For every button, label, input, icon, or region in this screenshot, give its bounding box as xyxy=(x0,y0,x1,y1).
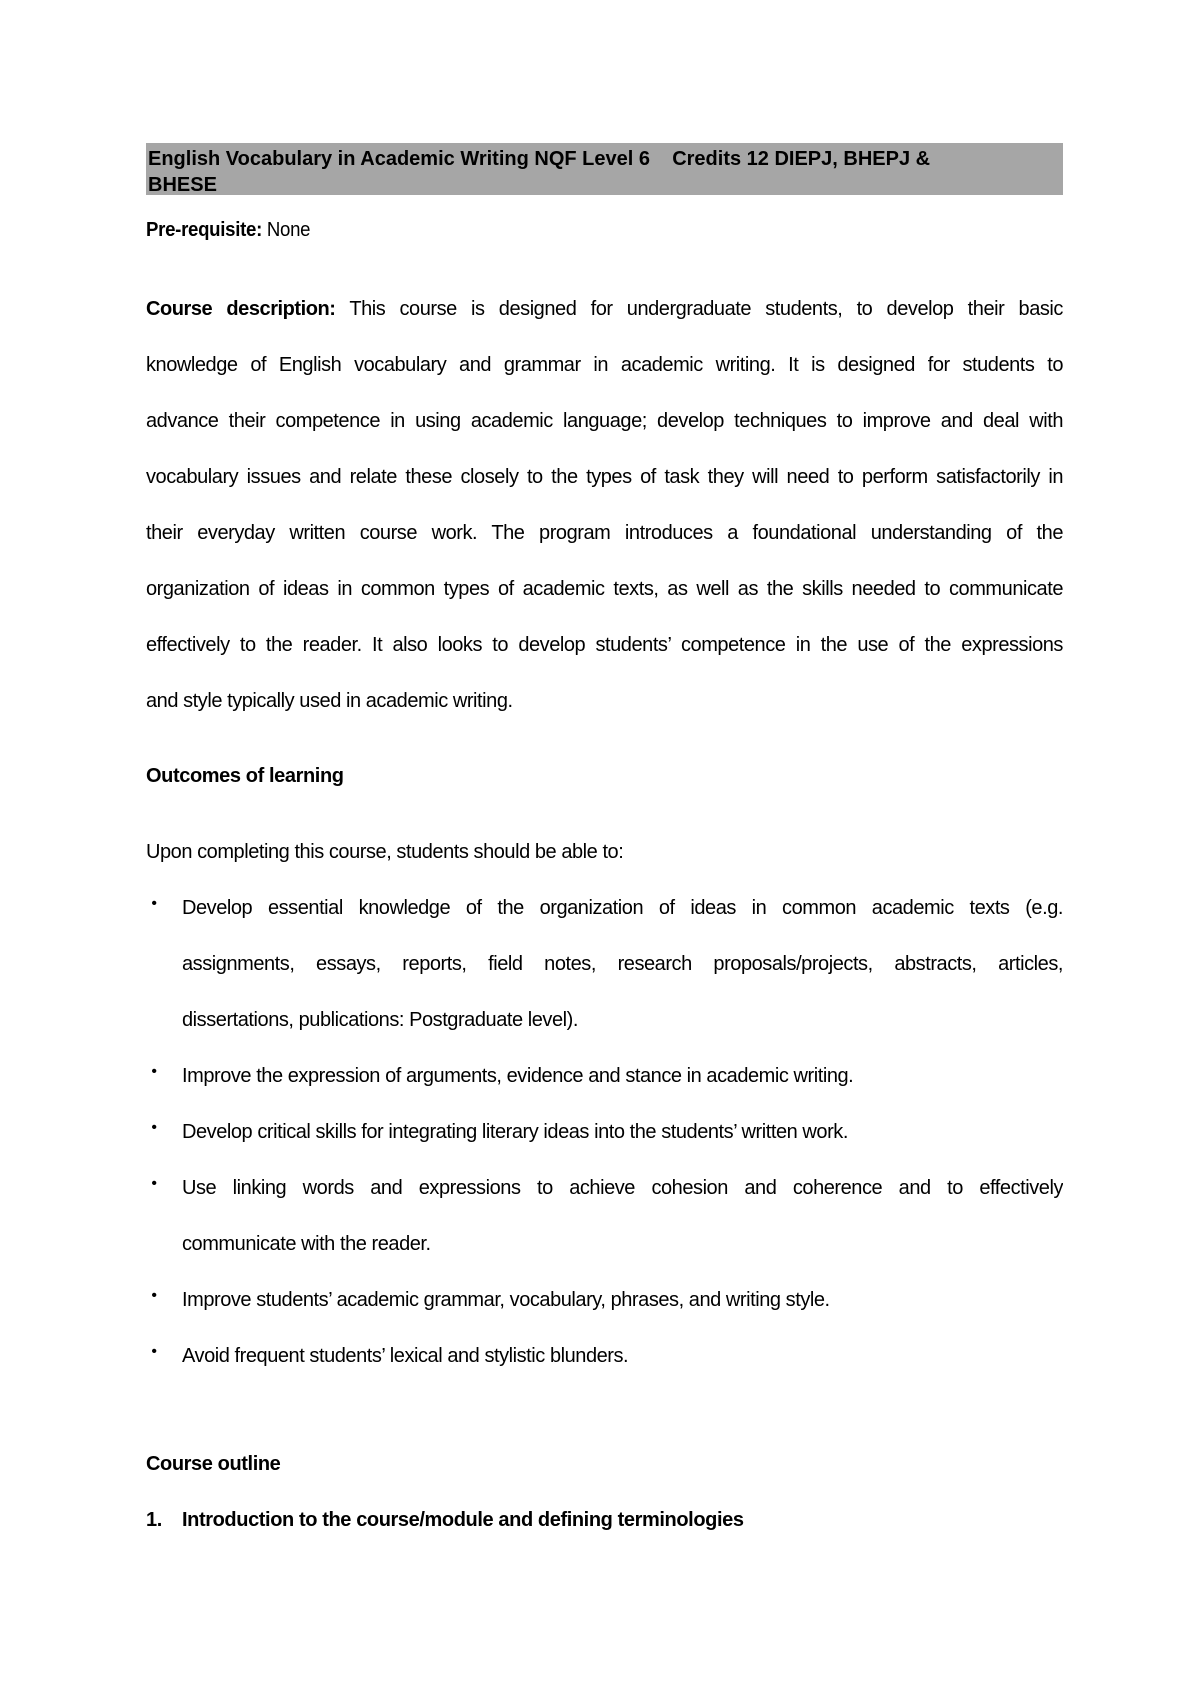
outline-item-text: Introduction to the course/module and defining terminologies xyxy=(182,1509,744,1531)
description-line: organization of ideas in common types of academic texts, as well as the skills needed to communicate xyxy=(146,578,1063,600)
description-line: effectively to the reader. It also looks to develop students’ competence in the use of the expressions xyxy=(146,634,1063,656)
outcomes-intro: Upon completing this course, students should be able to: xyxy=(146,841,624,863)
outline-item-1 xyxy=(146,1507,1063,1533)
list-item: • Use linking words and expressions to achieve cohesion and coherence and to effectively communicate with the reader. xyxy=(146,1175,1063,1287)
bullet-icon: • xyxy=(151,895,157,912)
course-title-line-2: BHESE xyxy=(148,174,217,195)
list-item: • Improve students’ academic grammar, vocabulary, phrases, and writing style. xyxy=(146,1287,1063,1343)
course-title-line-1: English Vocabulary in Academic Writing NQF Level 6 Credits 12 DIEPJ, BHEPJ & xyxy=(148,148,931,170)
outcomes-heading: Outcomes of learning xyxy=(146,765,344,787)
description-line: Course description: This course is designed for undergraduate students, to develop their basic xyxy=(146,298,1063,320)
outcomes-list xyxy=(146,895,1063,1399)
bullet-icon: • xyxy=(151,1343,157,1360)
bullet-icon: • xyxy=(151,1175,157,1192)
outline-item-number: 1. xyxy=(146,1509,162,1531)
bullet-icon: • xyxy=(151,1287,157,1304)
prerequisite-value: None xyxy=(262,219,311,241)
list-item: • Develop essential knowledge of the organization of ideas in common academic texts (e.g. assignments, essays, reports, field notes, research proposals/projects, abstracts, articles, dissertations, publications: Postgraduate level). xyxy=(146,895,1063,1063)
description-line: and style typically used in academic writing. xyxy=(146,690,513,712)
course-title-bar xyxy=(146,143,1063,195)
description-line: knowledge of English vocabulary and grammar in academic writing. It is designed for students to xyxy=(146,354,1063,376)
list-item: • Improve the expression of arguments, evidence and stance in academic writing. xyxy=(146,1063,1063,1119)
description-line: vocabulary issues and relate these closely to the types of task they will need to perform satisfactorily in xyxy=(146,466,1063,488)
course-description xyxy=(146,281,1063,729)
document-content xyxy=(146,143,1063,1533)
list-item: • Avoid frequent students’ lexical and stylistic blunders. xyxy=(146,1343,1063,1399)
list-item: • Develop critical skills for integrating literary ideas into the students’ written work. xyxy=(146,1119,1063,1175)
bullet-icon: • xyxy=(151,1063,157,1080)
description-line: their everyday written course work. The program introduces a foundational understanding of the xyxy=(146,522,1063,544)
bullet-icon: • xyxy=(151,1119,157,1136)
course-outline-heading: Course outline xyxy=(146,1453,281,1475)
prerequisite-label: Pre-requisite: xyxy=(146,219,263,241)
description-line: advance their competence in using academic language; develop techniques to improve and deal with xyxy=(146,410,1063,432)
description-label: Course description: xyxy=(146,298,336,320)
prerequisite xyxy=(146,217,999,243)
